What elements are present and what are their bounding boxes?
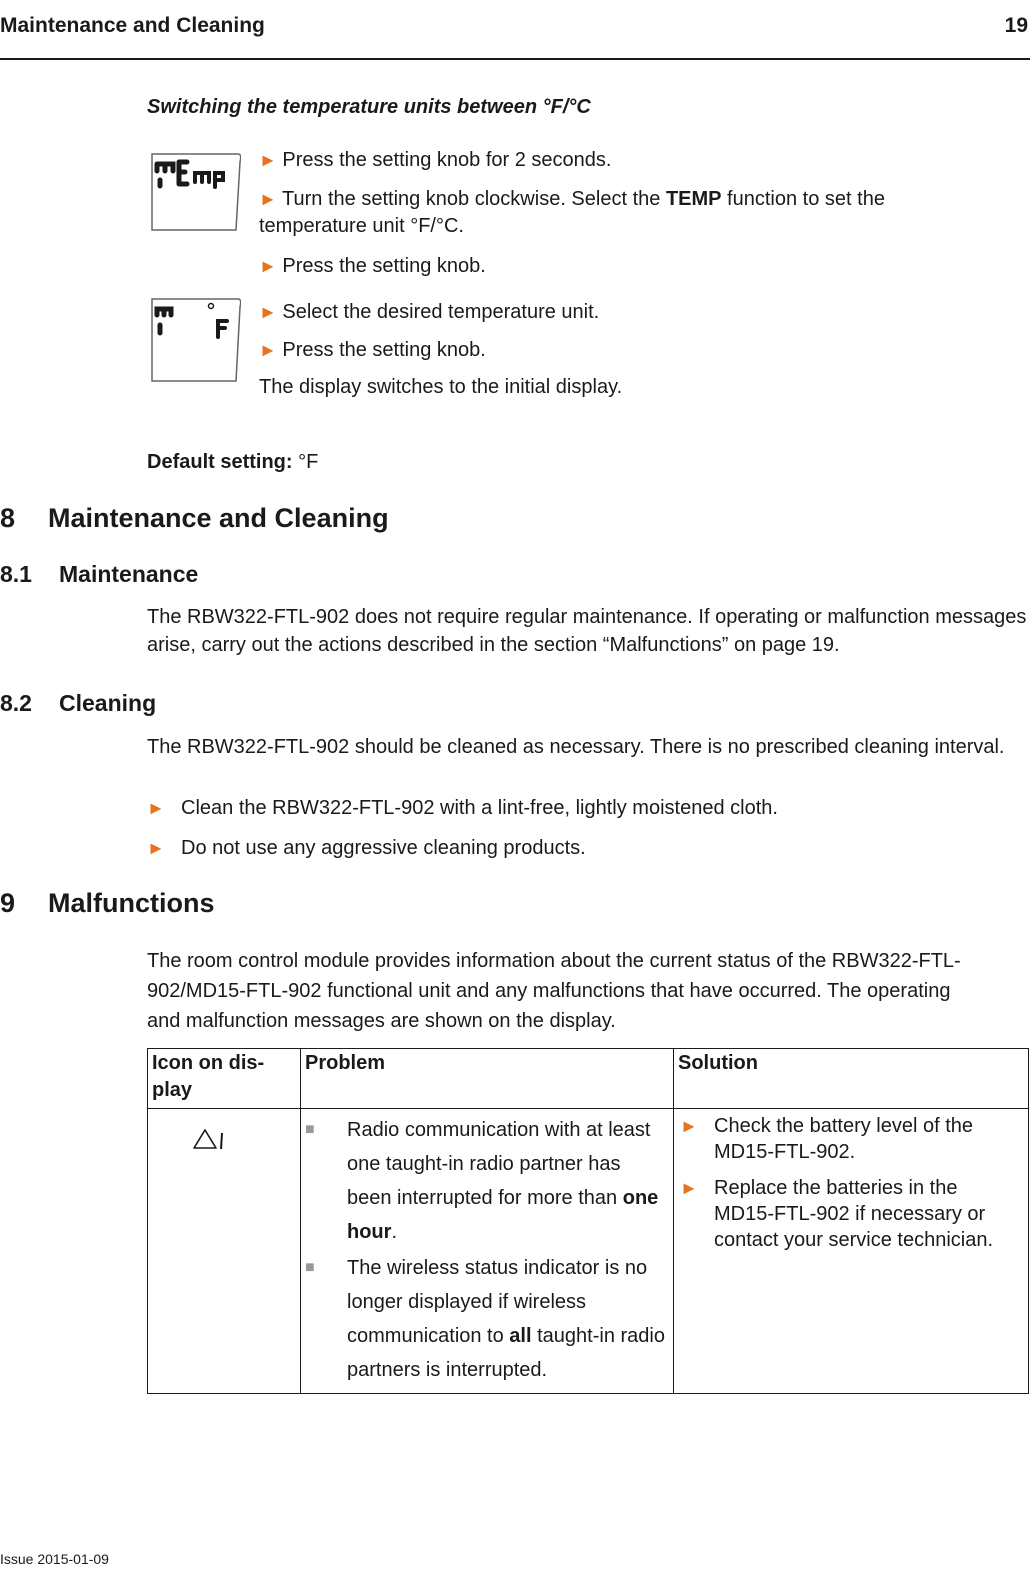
warning-radio-icon — [148, 1109, 300, 1159]
header-icon-on-display: Icon on dis-play — [148, 1049, 301, 1109]
problem-cell — [301, 1109, 674, 1394]
section-8-1-heading: 8.1 Maintenance — [0, 561, 199, 587]
step-select-unit: ► Select the desired temperature unit. — [259, 301, 600, 323]
arrow-icon: ► — [147, 798, 165, 818]
footer-issue: Issue 2015-01-09 — [0, 1551, 109, 1567]
header-problem: Problem — [301, 1049, 674, 1109]
square-bullet-icon: ■ — [305, 1259, 315, 1276]
default-setting: Default setting: °F — [147, 451, 319, 473]
lcd-temp-display-icon — [148, 150, 241, 232]
cleaning-text: The RBW322-FTL-902 should be cleaned as necessary. There is no prescribed cleaning interval. — [147, 736, 1005, 758]
table-header-row — [148, 1049, 1029, 1109]
page-number: 19 — [1004, 14, 1028, 37]
step-press-knob-2: ► Press the setting knob. — [259, 339, 486, 361]
arrow-icon: ► — [259, 256, 277, 276]
icon-cell — [148, 1109, 301, 1394]
running-header-title: Maintenance and Cleaning — [0, 14, 265, 37]
step-press-2-seconds: ► Press the setting knob for 2 seconds. — [259, 149, 612, 171]
arrow-icon: ► — [259, 150, 277, 170]
arrow-icon: ► — [680, 1116, 698, 1136]
section-8-2-heading: 8.2 Cleaning — [0, 690, 157, 716]
section-8-heading: 8 Maintenance and Cleaning — [0, 503, 389, 533]
malfunctions-table — [147, 1048, 1029, 1394]
solution-cell — [674, 1109, 1029, 1394]
step-result: The display switches to the initial display. — [259, 376, 623, 398]
problem-item: ■ Radio communication with at least one taught-in radio partner has been interrupted for more than one hour. — [305, 1113, 669, 1249]
arrow-icon: ► — [259, 302, 277, 322]
step-press-knob: ► Press the setting knob. — [259, 255, 486, 277]
arrow-icon: ► — [680, 1178, 698, 1198]
arrow-icon: ► — [259, 189, 277, 209]
cleaning-bullet-2: ► Do not use any aggressive cleaning products. — [147, 837, 586, 859]
solution-item: ► Check the battery level of the MD15-FTL-902. — [680, 1115, 974, 1163]
header-solution: Solution — [674, 1049, 1029, 1109]
problem-item: ■ The wireless status indicator is no longer displayed if wireless communication to all taught-in radio partners is interrupted. — [305, 1251, 669, 1387]
arrow-icon: ► — [147, 838, 165, 858]
malfunctions-intro: The room control module provides information about the current status of the RBW322-FTL-902/MD15-FTL-902 functional unit and any malfunctions that have occurred. The operating and malfunction messages are shown on the display. — [147, 950, 961, 1032]
cleaning-bullet-1: ► Clean the RBW322-FTL-902 with a lint-free, lightly moistened cloth. — [147, 797, 778, 819]
solution-item: ► Replace the batteries in the MD15-FTL-902 if necessary or contact your service technician. — [680, 1177, 994, 1251]
lcd-fahrenheit-display-icon — [148, 297, 241, 379]
section-9-heading: 9 Malfunctions — [0, 888, 215, 918]
step-turn-knob: ► Turn the setting knob clockwise. Select the TEMP function to set the temperature unit °F/°C. — [259, 188, 885, 237]
maintenance-text: The RBW322-FTL-902 does not require regular maintenance. If operating or malfunction messages arise, carry out the actions described in the section “Malfunctions” on page 19. — [147, 606, 1027, 656]
table-row — [148, 1109, 1029, 1394]
header-rule — [0, 58, 1030, 60]
arrow-icon: ► — [259, 340, 277, 360]
square-bullet-icon: ■ — [305, 1121, 315, 1138]
switching-heading: Switching the temperature units between °F/°C — [147, 96, 591, 118]
